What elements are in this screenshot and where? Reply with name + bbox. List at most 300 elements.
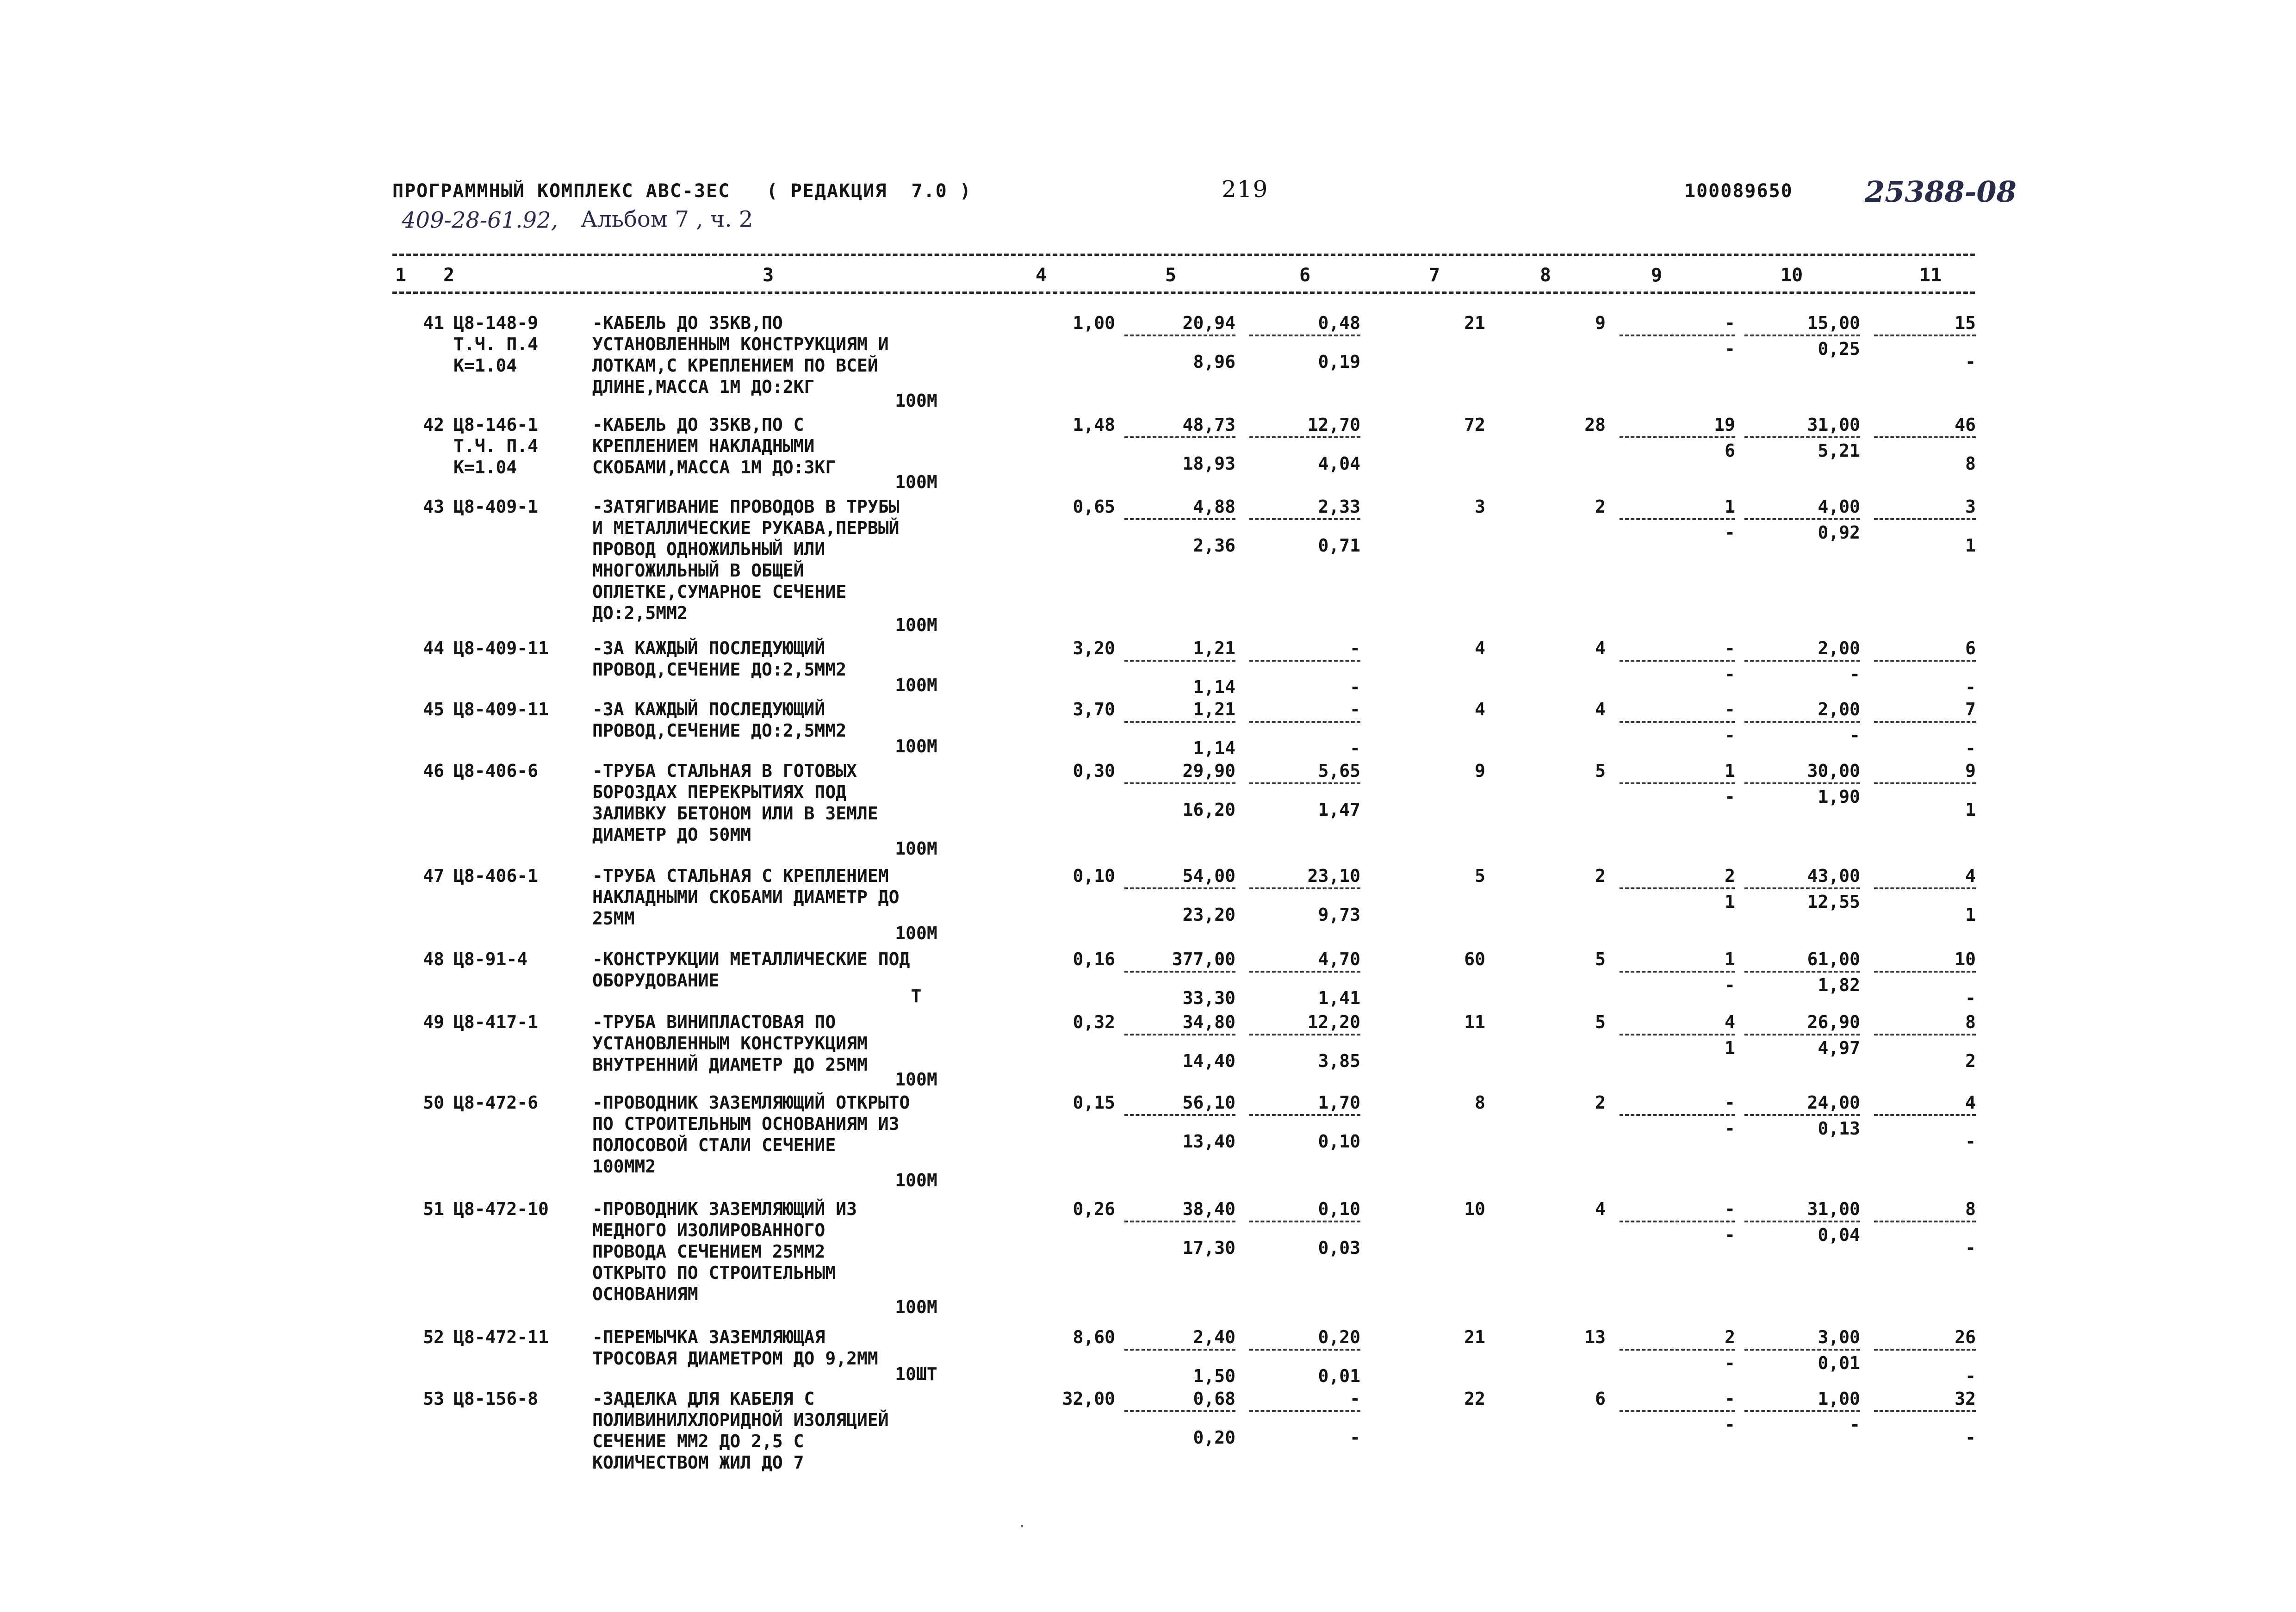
col8-value: 2 — [1595, 1092, 1606, 1113]
quantity: 0,30 — [1073, 761, 1115, 781]
col5-upper: 0,68 — [1193, 1389, 1235, 1409]
work-description: -КАБЕЛЬ ДО 35КВ,ПО С КРЕПЛЕНИЕМ НАКЛАДНЫМИ СКОБАМИ,МАССА 1М ДО:3КГ — [592, 415, 836, 477]
fraction-line — [1620, 660, 1735, 662]
fraction-line — [1874, 782, 1976, 784]
fraction-line — [1249, 518, 1360, 520]
fraction-line — [1874, 335, 1976, 336]
col10-upper: 15,00 — [1807, 313, 1860, 333]
fraction-line — [1249, 887, 1360, 889]
quantity: 0,32 — [1073, 1012, 1115, 1032]
col11-upper: 7 — [1965, 699, 1976, 719]
unit-of-measure: 100М — [895, 615, 937, 635]
row-number: 52 — [423, 1327, 444, 1347]
col10-upper: 30,00 — [1807, 761, 1860, 781]
col10-lower: 1,82 — [1818, 975, 1860, 995]
handwritten-doc-number: 25388-08 — [1865, 175, 2017, 209]
fraction-line — [1744, 335, 1860, 336]
handwritten-project-number: 409-28-61.92, — [402, 207, 558, 233]
col11-lower: 2 — [1965, 1051, 1976, 1071]
work-description: -ТРУБА ВИНИПЛАСТОВАЯ ПО УСТАНОВЛЕННЫМ КОНСТРУКЦИЯМ ВНУТРЕННИЙ ДИАМЕТР ДО 25ММ — [592, 1012, 868, 1075]
col10-lower: - — [1849, 725, 1860, 745]
quantity: 32,00 — [1062, 1389, 1115, 1409]
col6-lower: 3,85 — [1318, 1051, 1360, 1071]
col5-lower: 23,20 — [1182, 905, 1235, 925]
fraction-line — [1874, 1221, 1976, 1222]
col9-lower: 1 — [1725, 1038, 1735, 1058]
col10-lower: 1,90 — [1818, 787, 1860, 807]
work-description: -ЗАДЕЛКА ДЛЯ КАБЕЛЯ С ПОЛИВИНИЛХЛОРИДНОЙ ИЗОЛЯЦИЕЙ СЕЧЕНИЕ ММ2 ДО 2,5 С КОЛИЧЕСТВОМ ЖИЛ ДО 7 — [592, 1389, 889, 1473]
col9-upper: - — [1725, 1092, 1735, 1113]
col8-value: 4 — [1595, 1199, 1606, 1219]
col5-lower: 16,20 — [1182, 800, 1235, 820]
unit-of-measure: 100М — [895, 923, 937, 943]
col9-upper: 2 — [1725, 1327, 1735, 1347]
column-header-11: 11 — [1919, 265, 1942, 286]
quantity: 1,48 — [1073, 415, 1115, 435]
quantity: 8,60 — [1073, 1327, 1115, 1347]
resource-code: Ц8-148-9 Т.Ч. П.4 К=1.04 — [453, 313, 539, 376]
col5-upper: 38,40 — [1182, 1199, 1235, 1219]
col5-lower: 14,40 — [1182, 1051, 1235, 1071]
col11-lower: 8 — [1965, 453, 1976, 474]
fraction-line — [1124, 971, 1235, 973]
fraction-line — [1620, 1221, 1735, 1222]
col6-lower: 0,10 — [1318, 1131, 1360, 1152]
work-description: -ЗАТЯГИВАНИЕ ПРОВОДОВ В ТРУБЫ И МЕТАЛЛИЧЕСКИЕ РУКАВА,ПЕРВЫЙ ПРОВОД ОДНОЖИЛЬНЫЙ ИЛИ МНОГОЖИЛЬНЫЙ В ОБЩЕЙ ОПЛЕТКЕ,СУМАРНОЕ СЕЧЕНИЕ ДО:2,5ММ2 — [592, 496, 900, 623]
col6-upper: 0,48 — [1318, 313, 1360, 333]
work-description: -ПРОВОДНИК ЗАЗЕМЛЯЮЩИЙ ОТКРЫТО ПО СТРОИТЕЛЬНЫМ ОСНОВАНИЯМ ИЗ ПОЛОСОВОЙ СТАЛИ СЕЧЕНИЕ 100ММ2 — [592, 1092, 910, 1177]
col9-upper: 2 — [1725, 866, 1735, 886]
col9-upper: - — [1725, 1199, 1735, 1219]
col6-lower: - — [1350, 738, 1360, 758]
col10-upper: 1,00 — [1818, 1389, 1860, 1409]
col9-lower: - — [1725, 522, 1735, 543]
col5-upper: 20,94 — [1182, 313, 1235, 333]
unit-of-measure: Т — [911, 986, 922, 1006]
resource-code: Ц8-472-11 — [453, 1327, 549, 1347]
fraction-line — [1124, 1114, 1235, 1116]
col10-upper: 26,90 — [1807, 1012, 1860, 1032]
column-header-3: 3 — [763, 265, 774, 286]
col5-upper: 48,73 — [1182, 415, 1235, 435]
column-header-8: 8 — [1540, 265, 1551, 286]
col10-lower: - — [1849, 1414, 1860, 1435]
col5-lower: 1,50 — [1193, 1366, 1235, 1386]
col5-upper: 377,00 — [1172, 949, 1235, 969]
col5-upper: 56,10 — [1182, 1092, 1235, 1113]
col9-lower: - — [1725, 1353, 1735, 1373]
work-description: -ТРУБА СТАЛЬНАЯ В ГОТОВЫХ БОРОЗДАХ ПЕРЕКРЫТИЯХ ПОД ЗАЛИВКУ БЕТОНОМ ИЛИ В ЗЕМЛЕ ДИАМЕТР ДО 50ММ — [592, 761, 878, 845]
row-number: 42 — [423, 415, 444, 435]
col6-upper: 4,70 — [1318, 949, 1360, 969]
fraction-line — [1874, 971, 1976, 973]
col7-value: 72 — [1464, 415, 1485, 435]
fraction-line — [1249, 1221, 1360, 1222]
fraction-line — [1874, 1349, 1976, 1351]
col8-value: 5 — [1595, 1012, 1606, 1032]
col10-lower: 0,92 — [1818, 522, 1860, 543]
col6-upper: 0,10 — [1318, 1199, 1360, 1219]
col9-lower: - — [1725, 1225, 1735, 1245]
program-title: ПРОГРАММНЫЙ КОМПЛЕКС АВС-3ЕС ( РЕДАКЦИЯ 7.0 ) — [392, 180, 972, 202]
fraction-line — [1249, 782, 1360, 784]
fraction-line — [1874, 1114, 1976, 1116]
col5-upper: 29,90 — [1182, 761, 1235, 781]
col6-lower: 1,47 — [1318, 800, 1360, 820]
fraction-line — [1620, 721, 1735, 723]
col9-lower: - — [1725, 975, 1735, 995]
col9-lower: 6 — [1725, 440, 1735, 461]
resource-code: Ц8-156-8 — [453, 1389, 539, 1409]
col10-lower: 12,55 — [1807, 892, 1860, 912]
col7-value: 60 — [1464, 949, 1485, 969]
fraction-line — [1874, 1410, 1976, 1412]
column-header-10: 10 — [1781, 265, 1803, 286]
col11-upper: 15 — [1955, 313, 1976, 333]
col6-lower: - — [1350, 677, 1360, 697]
resource-code: Ц8-146-1 Т.Ч. П.4 К=1.04 — [453, 415, 539, 477]
column-header-6: 6 — [1299, 265, 1311, 286]
row-number: 48 — [423, 949, 444, 969]
fraction-line — [1620, 782, 1735, 784]
fraction-line — [1124, 1034, 1235, 1035]
col9-upper: - — [1725, 1389, 1735, 1409]
col5-upper: 2,40 — [1193, 1327, 1235, 1347]
col9-lower: 1 — [1725, 892, 1735, 912]
col7-value: 4 — [1475, 699, 1485, 719]
fraction-line — [1620, 1410, 1735, 1412]
col10-upper: 2,00 — [1818, 699, 1860, 719]
fraction-line — [1124, 887, 1235, 889]
work-description: -ТРУБА СТАЛЬНАЯ С КРЕПЛЕНИЕМ НАКЛАДНЫМИ СКОБАМИ ДИАМЕТР ДО 25ММ — [592, 866, 900, 929]
col11-upper: 4 — [1965, 866, 1976, 886]
col11-upper: 10 — [1955, 949, 1976, 969]
fraction-line — [1744, 887, 1860, 889]
column-header-5: 5 — [1165, 265, 1177, 286]
col5-lower: 8,96 — [1193, 352, 1235, 372]
col5-upper: 1,21 — [1193, 638, 1235, 658]
fraction-line — [1744, 1349, 1860, 1351]
col6-lower: 0,71 — [1318, 535, 1360, 556]
col11-upper: 9 — [1965, 761, 1976, 781]
col11-lower: 1 — [1965, 905, 1976, 925]
work-description: -ПЕРЕМЫЧКА ЗАЗЕМЛЯЮЩАЯ ТРОСОВАЯ ДИАМЕТРОМ ДО 9,2ММ — [592, 1327, 878, 1369]
resource-code: Ц8-472-6 — [453, 1092, 539, 1113]
fraction-line — [1620, 1349, 1735, 1351]
col5-lower: 33,30 — [1182, 988, 1235, 1008]
unit-of-measure: 100М — [895, 675, 937, 695]
fraction-line — [1249, 1034, 1360, 1035]
work-description: -ЗА КАЖДЫЙ ПОСЛЕДУЮЩИЙ ПРОВОД,СЕЧЕНИЕ ДО:2,5ММ2 — [592, 638, 847, 680]
unit-of-measure: 10ШТ — [895, 1364, 937, 1384]
col6-lower: 0,01 — [1318, 1366, 1360, 1386]
fraction-line — [1744, 436, 1860, 438]
col6-lower: - — [1350, 1427, 1360, 1448]
work-description: -КОНСТРУКЦИИ МЕТАЛЛИЧЕСКИЕ ПОД ОБОРУДОВАНИЕ — [592, 949, 910, 991]
col9-upper: 1 — [1725, 761, 1735, 781]
fraction-line — [1124, 660, 1235, 662]
col6-upper: 12,70 — [1307, 415, 1360, 435]
col11-upper: 3 — [1965, 496, 1976, 517]
fraction-line — [1744, 518, 1860, 520]
handwritten-album: Альбом 7 , ч. 2 — [581, 206, 753, 232]
quantity: 0,26 — [1073, 1199, 1115, 1219]
quantity: 3,70 — [1073, 699, 1115, 719]
col5-lower: 2,36 — [1193, 535, 1235, 556]
unit-of-measure: 100М — [895, 1297, 937, 1317]
col8-value: 13 — [1584, 1327, 1606, 1347]
col6-upper: 23,10 — [1307, 866, 1360, 886]
fraction-line — [1620, 1114, 1735, 1116]
fraction-line — [1249, 1349, 1360, 1351]
col10-lower: 5,21 — [1818, 440, 1860, 461]
col7-value: 21 — [1464, 1327, 1485, 1347]
col9-lower: - — [1725, 664, 1735, 684]
fraction-line — [1124, 1221, 1235, 1222]
col6-lower: 4,04 — [1318, 453, 1360, 474]
work-description: -КАБЕЛЬ ДО 35КВ,ПО УСТАНОВЛЕННЫМ КОНСТРУКЦИЯМ И ЛОТКАМ,С КРЕПЛЕНИЕМ ПО ВСЕЙ ДЛИНЕ,МАССА 1М ДО:2КГ — [592, 313, 889, 397]
col10-upper: 3,00 — [1818, 1327, 1860, 1347]
fraction-line — [1874, 887, 1976, 889]
col5-lower: 13,40 — [1182, 1131, 1235, 1152]
column-header-1: 1 — [395, 265, 407, 286]
fraction-line — [1744, 1034, 1860, 1035]
fraction-line — [1249, 436, 1360, 438]
col5-lower: 18,93 — [1182, 453, 1235, 474]
work-description: -ЗА КАЖДЫЙ ПОСЛЕДУЮЩИЙ ПРОВОД,СЕЧЕНИЕ ДО:2,5ММ2 — [592, 699, 847, 741]
column-header-7: 7 — [1429, 265, 1440, 286]
col5-upper: 1,21 — [1193, 699, 1235, 719]
resource-code: Ц8-409-1 — [453, 496, 539, 517]
unit-of-measure: 100М — [895, 736, 937, 756]
document-code: 100089650 — [1684, 180, 1793, 202]
top-rule — [392, 254, 1975, 256]
col7-value: 11 — [1464, 1012, 1485, 1032]
col5-upper: 34,80 — [1182, 1012, 1235, 1032]
unit-of-measure: 100М — [895, 472, 937, 492]
col7-value: 22 — [1464, 1389, 1485, 1409]
col5-upper: 4,88 — [1193, 496, 1235, 517]
col11-upper: 32 — [1955, 1389, 1976, 1409]
col9-upper: 19 — [1714, 415, 1735, 435]
fraction-line — [1744, 660, 1860, 662]
fraction-line — [1124, 335, 1235, 336]
col9-lower: - — [1725, 1118, 1735, 1139]
col7-value: 10 — [1464, 1199, 1485, 1219]
row-number: 50 — [423, 1092, 444, 1113]
fraction-line — [1874, 518, 1976, 520]
row-number: 44 — [423, 638, 444, 658]
col8-value: 2 — [1595, 866, 1606, 886]
fraction-line — [1620, 518, 1735, 520]
col10-lower: 0,04 — [1818, 1225, 1860, 1245]
col10-upper: 61,00 — [1807, 949, 1860, 969]
row-number: 51 — [423, 1199, 444, 1219]
col8-value: 2 — [1595, 496, 1606, 517]
col10-lower: 0,25 — [1818, 339, 1860, 359]
fraction-line — [1124, 1349, 1235, 1351]
col10-upper: 31,00 — [1807, 1199, 1860, 1219]
col9-lower: - — [1725, 787, 1735, 807]
fraction-line — [1249, 1114, 1360, 1116]
resource-code: Ц8-409-11 — [453, 699, 549, 719]
col10-upper: 2,00 — [1818, 638, 1860, 658]
unit-of-measure: 100М — [895, 391, 937, 411]
resource-code: Ц8-417-1 — [453, 1012, 539, 1032]
col7-value: 8 — [1475, 1092, 1485, 1113]
col7-value: 21 — [1464, 313, 1485, 333]
col9-upper: - — [1725, 313, 1735, 333]
fraction-line — [1874, 721, 1976, 723]
col10-upper: 31,00 — [1807, 415, 1860, 435]
unit-of-measure: 100М — [895, 838, 937, 859]
col10-upper: 4,00 — [1818, 496, 1860, 517]
quantity: 3,20 — [1073, 638, 1115, 658]
col11-upper: 6 — [1965, 638, 1976, 658]
scan-mark: · — [1018, 1519, 1027, 1535]
resource-code: Ц8-472-10 — [453, 1199, 549, 1219]
col11-lower: - — [1965, 677, 1976, 697]
resource-code: Ц8-91-4 — [453, 949, 528, 969]
col10-lower: 0,01 — [1818, 1353, 1860, 1373]
col9-upper: - — [1725, 699, 1735, 719]
col8-value: 4 — [1595, 699, 1606, 719]
col6-lower: 0,19 — [1318, 352, 1360, 372]
col5-lower: 1,14 — [1193, 738, 1235, 758]
col7-value: 3 — [1475, 496, 1485, 517]
col6-upper: - — [1350, 1389, 1360, 1409]
unit-of-measure: 100М — [895, 1069, 937, 1090]
col6-upper: 5,65 — [1318, 761, 1360, 781]
col8-value: 9 — [1595, 313, 1606, 333]
fraction-line — [1249, 1410, 1360, 1412]
col8-value: 28 — [1584, 415, 1606, 435]
col11-upper: 26 — [1955, 1327, 1976, 1347]
fraction-line — [1249, 660, 1360, 662]
work-description: -ПРОВОДНИК ЗАЗЕМЛЯЮЩИЙ ИЗ МЕДНОГО ИЗОЛИРОВАННОГО ПРОВОДА СЕЧЕНИЕМ 25ММ2 ОТКРЫТО ПО СТРОИТЕЛЬНЫМ ОСНОВАНИЯМ — [592, 1199, 857, 1304]
col7-value: 5 — [1475, 866, 1485, 886]
fraction-line — [1249, 721, 1360, 723]
quantity: 0,10 — [1073, 866, 1115, 886]
col11-upper: 8 — [1965, 1012, 1976, 1032]
fraction-line — [1874, 660, 1976, 662]
col11-lower: - — [1965, 738, 1976, 758]
col11-upper: 8 — [1965, 1199, 1976, 1219]
col8-value: 5 — [1595, 949, 1606, 969]
col11-lower: 1 — [1965, 800, 1976, 820]
col10-lower: 4,97 — [1818, 1038, 1860, 1058]
fraction-line — [1124, 436, 1235, 438]
fraction-line — [1124, 721, 1235, 723]
col6-upper: 1,70 — [1318, 1092, 1360, 1113]
column-header-4: 4 — [1036, 265, 1047, 286]
quantity: 0,15 — [1073, 1092, 1115, 1113]
fraction-line — [1620, 1034, 1735, 1035]
fraction-line — [1124, 782, 1235, 784]
quantity: 0,65 — [1073, 496, 1115, 517]
fraction-line — [1124, 1410, 1235, 1412]
column-header-2: 2 — [443, 265, 455, 286]
col9-lower: - — [1725, 725, 1735, 745]
col11-lower: 1 — [1965, 535, 1976, 556]
col9-upper: 1 — [1725, 496, 1735, 517]
fraction-line — [1249, 971, 1360, 973]
col11-upper: 46 — [1955, 415, 1976, 435]
row-number: 47 — [423, 866, 444, 886]
col6-upper: 2,33 — [1318, 496, 1360, 517]
col5-lower: 0,20 — [1193, 1427, 1235, 1448]
fraction-line — [1744, 1221, 1860, 1222]
col9-lower: - — [1725, 339, 1735, 359]
col9-upper: - — [1725, 638, 1735, 658]
row-number: 53 — [423, 1389, 444, 1409]
col8-value: 4 — [1595, 638, 1606, 658]
col10-upper: 24,00 — [1807, 1092, 1860, 1113]
col6-lower: 0,03 — [1318, 1238, 1360, 1258]
fraction-line — [1620, 335, 1735, 336]
column-header-row — [392, 265, 1975, 288]
column-header-9: 9 — [1651, 265, 1663, 286]
col10-upper: 43,00 — [1807, 866, 1860, 886]
fraction-line — [1744, 971, 1860, 973]
col11-lower: - — [1965, 1427, 1976, 1448]
fraction-line — [1620, 887, 1735, 889]
fraction-line — [1744, 782, 1860, 784]
col6-lower: 1,41 — [1318, 988, 1360, 1008]
page-number: 219 — [1222, 176, 1269, 203]
col6-upper: - — [1350, 638, 1360, 658]
col6-lower: 9,73 — [1318, 905, 1360, 925]
row-number: 41 — [423, 313, 444, 333]
row-number: 43 — [423, 496, 444, 517]
col11-lower: - — [1965, 988, 1976, 1008]
fraction-line — [1620, 971, 1735, 973]
col5-upper: 54,00 — [1182, 866, 1235, 886]
col9-upper: 4 — [1725, 1012, 1735, 1032]
col6-upper: 0,20 — [1318, 1327, 1360, 1347]
col9-lower: - — [1725, 1414, 1735, 1435]
unit-of-measure: 100М — [895, 1170, 937, 1190]
col10-lower: 0,13 — [1818, 1118, 1860, 1139]
col10-lower: - — [1849, 664, 1860, 684]
col7-value: 4 — [1475, 638, 1485, 658]
row-number: 49 — [423, 1012, 444, 1032]
row-number: 46 — [423, 761, 444, 781]
fraction-line — [1124, 518, 1235, 520]
col8-value: 6 — [1595, 1389, 1606, 1409]
col11-lower: - — [1965, 352, 1976, 372]
col5-lower: 1,14 — [1193, 677, 1235, 697]
col5-lower: 17,30 — [1182, 1238, 1235, 1258]
fraction-line — [1249, 335, 1360, 336]
resource-code: Ц8-406-1 — [453, 866, 539, 886]
col11-upper: 4 — [1965, 1092, 1976, 1113]
fraction-line — [1744, 1410, 1860, 1412]
fraction-line — [1744, 721, 1860, 723]
fraction-line — [1874, 436, 1976, 438]
fraction-line — [1620, 436, 1735, 438]
col11-lower: - — [1965, 1131, 1976, 1152]
col6-upper: 12,20 — [1307, 1012, 1360, 1032]
col7-value: 9 — [1475, 761, 1485, 781]
header-rule — [392, 291, 1975, 294]
col8-value: 5 — [1595, 761, 1606, 781]
col11-lower: - — [1965, 1238, 1976, 1258]
col6-upper: - — [1350, 699, 1360, 719]
col9-upper: 1 — [1725, 949, 1735, 969]
fraction-line — [1744, 1114, 1860, 1116]
row-number: 45 — [423, 699, 444, 719]
